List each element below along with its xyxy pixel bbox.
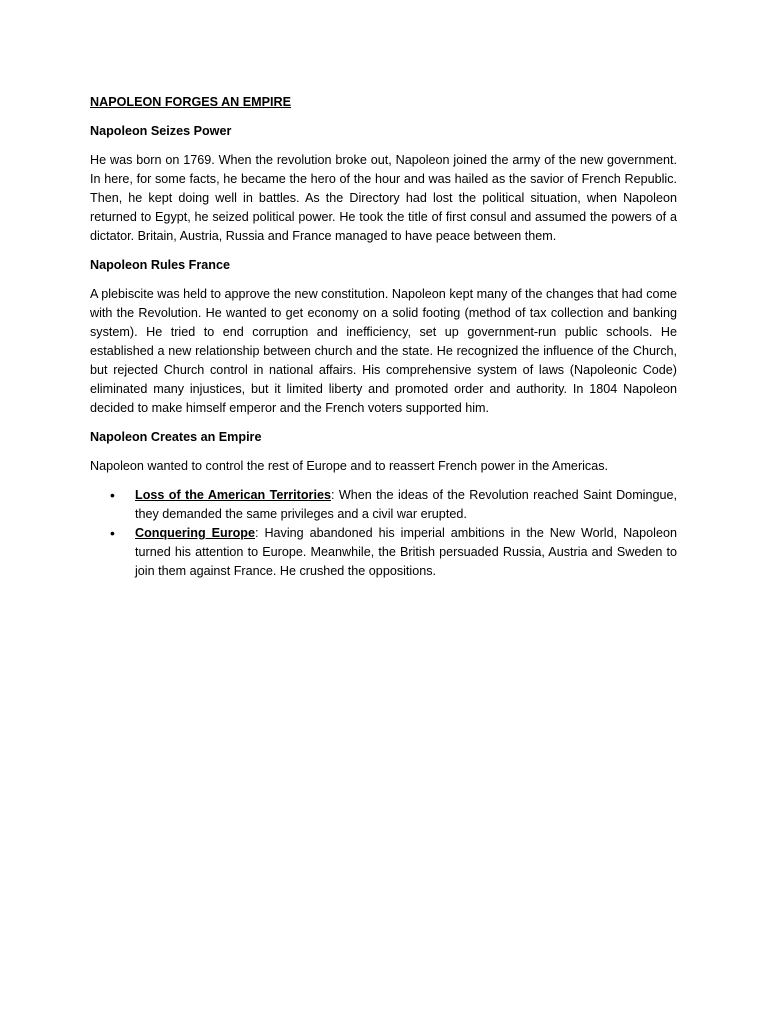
section-heading-creates-empire: Napoleon Creates an Empire — [90, 430, 262, 444]
bullet-text: : When the ideas of the Revolution reached Saint Domingue, they demanded the same privileges and a civil war erupted. — [135, 488, 677, 521]
document-title: NAPOLEON FORGES AN EMPIRE — [90, 95, 292, 109]
bullet-icon: • — [110, 487, 115, 503]
bullet-term: Loss of the American Territories — [135, 488, 331, 502]
bullet-list — [90, 486, 677, 581]
bullet-term: Conquering Europe — [135, 526, 255, 540]
section-paragraph-creates-empire: Napoleon wanted to control the rest of Europe and to reassert French power in the Americas. — [90, 459, 609, 473]
bullet-item-conquering-europe — [110, 524, 677, 581]
document-page — [90, 93, 677, 581]
bullet-text: : Having abandoned his imperial ambitions in the New World, Napoleon turned his attention to Europe. Meanwhile, the British persuaded Russia, Austria and Sweden to join them against France. He crushed the oppositions. — [135, 526, 677, 578]
section-heading-seizes-power: Napoleon Seizes Power — [90, 124, 232, 138]
section-paragraph-rules-france: A plebiscite was held to approve the new constitution. Napoleon kept many of the changes that had come with the Revolution. He wanted to get economy on a solid footing (method of tax collection and banking system). He tried to end corruption and inefficiency, set up government-run public schools. He established a new relationship between church and the state. He recognized the influence of the Church, but rejected Church control in national affairs. His comprehensive system of laws (Napoleonic Code) eliminated many injustices, but it limited liberty and promoted order and authority. In 1804 Napoleon decided to make himself emperor and the French voters supported him. — [90, 287, 677, 415]
section-paragraph-seizes-power: He was born on 1769. When the revolution broke out, Napoleon joined the army of the new government. In here, for some facts, he became the hero of the hour and was hailed as the savior of French Republic. Then, he kept doing well in battles. As the Directory had lost the political situation, when Napoleon returned to Egypt, he seized political power. He took the title of first consul and assumed the powers of a dictator. Britain, Austria, Russia and France managed to have peace between them. — [90, 153, 677, 243]
section-heading-rules-france: Napoleon Rules France — [90, 258, 230, 272]
bullet-item-american-territories — [110, 486, 677, 524]
bullet-icon: • — [110, 525, 115, 541]
